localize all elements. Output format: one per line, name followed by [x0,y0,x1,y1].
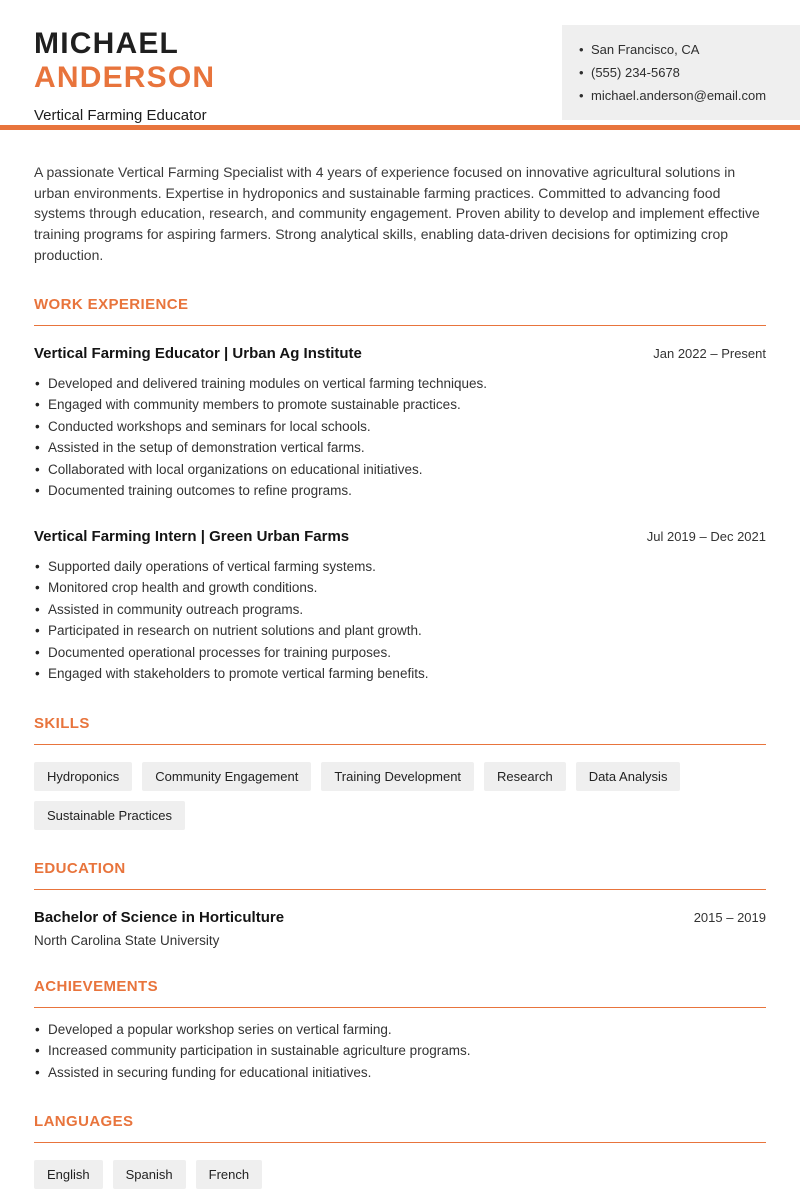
achievements-list [34,1019,766,1084]
first-name: MICHAEL [34,27,180,60]
skill-chip: Hydroponics [34,762,132,791]
last-name: ANDERSON [34,60,216,94]
resume-content [0,162,800,1189]
school-name: North Carolina State University [34,932,220,948]
education-entry [34,909,766,926]
job-bullet: • Documented operational processes for training purposes. [34,642,766,664]
contact-item: • (555) 234-5678 [579,61,786,84]
headline-job-title: Vertical Farming Educator [34,107,207,125]
job-header [34,528,766,545]
achievement-bullet: • Developed a popular workshop series on vertical farming. [34,1019,766,1041]
job-header [34,345,766,362]
job-bullet: • Assisted in community outreach programs. [34,599,766,621]
contact-item: • San Francisco, CA [579,38,786,61]
skill-chip: Data Analysis [576,762,681,791]
job-bullets [34,373,766,502]
accent-divider [0,125,800,130]
skill-chip: Community Engagement [142,762,311,791]
section-skills [34,715,766,830]
achievement-bullet: • Increased community participation in sustainable agriculture programs. [34,1040,766,1062]
language-chip: English [34,1160,103,1189]
section-education [34,860,766,948]
job-dates: Jan 2022 – Present [653,345,766,361]
summary-paragraph: A passionate Vertical Farming Specialist with 4 years of experience focused on innovative agricultural solutions in urban environments. Expertise in hydroponics and sustainable farming practices. Committed to advancing food systems through education, research, and community engagement. Proven ability to develop and implement effective training programs for aspiring farmers. Strong analytical skills, enabling data-driven decisions for optimizing crop production. [34,164,760,263]
skill-chip: Sustainable Practices [34,801,185,830]
job-bullet: • Engaged with community members to promote sustainable practices. [34,394,766,416]
header [0,0,800,125]
language-chip: Spanish [113,1160,186,1189]
section-achievements [34,978,766,1084]
job-bullet: • Participated in research on nutrient solutions and plant growth. [34,620,766,642]
work-experience-heading: WORK EXPERIENCE [34,296,766,326]
contact-box [562,25,800,120]
job-bullet: • Developed and delivered training modules on vertical farming techniques. [34,373,766,395]
language-chip: French [196,1160,262,1189]
job-bullet: • Conducted workshops and seminars for local schools. [34,416,766,438]
job-bullet: • Supported daily operations of vertical farming systems. [34,556,766,578]
jobs-list [34,345,766,685]
skill-chip: Training Development [321,762,474,791]
skills-chips [34,762,766,830]
contact-item: • michael.anderson@email.com [579,84,786,107]
job-entry [34,345,766,502]
job-dates: Jul 2019 – Dec 2021 [646,528,766,544]
job-bullets [34,556,766,685]
languages-chips [34,1160,766,1189]
education-heading: EDUCATION [34,860,766,890]
achievements-heading: ACHIEVEMENTS [34,978,766,1008]
languages-heading: LANGUAGES [34,1113,766,1143]
job-title-company: Vertical Farming Intern | Green Urban Farms [34,527,350,545]
job-title-company: Vertical Farming Educator | Urban Ag Institute [34,344,362,362]
section-work-experience [34,296,766,685]
job-bullet: • Assisted in the setup of demonstration vertical farms. [34,437,766,459]
skills-heading: SKILLS [34,715,766,745]
job-entry [34,528,766,685]
job-bullet: • Collaborated with local organizations on educational initiatives. [34,459,766,481]
section-languages [34,1113,766,1189]
education-dates: 2015 – 2019 [693,909,766,925]
job-bullet: • Monitored crop health and growth conditions. [34,577,766,599]
skill-chip: Research [484,762,566,791]
job-bullet: • Documented training outcomes to refine programs. [34,480,766,502]
achievement-bullet: • Assisted in securing funding for educational initiatives. [34,1062,766,1084]
job-bullet: • Engaged with stakeholders to promote vertical farming benefits. [34,663,766,685]
degree-title: Bachelor of Science in Horticulture [34,908,285,926]
contact-list [579,38,786,107]
